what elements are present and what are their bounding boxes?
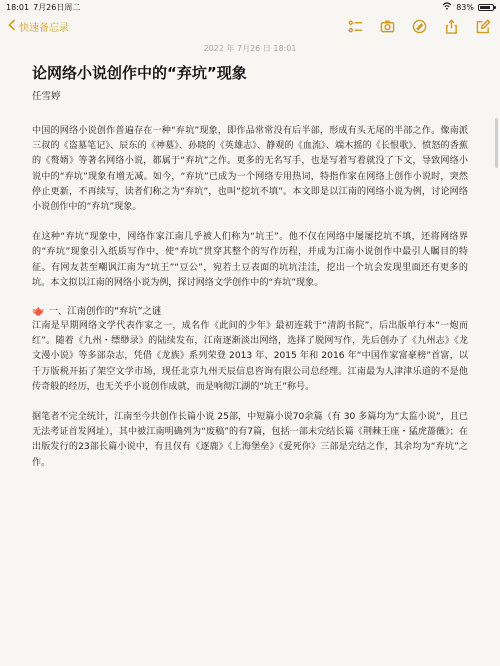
note-author: 任雪婷 bbox=[32, 91, 61, 102]
teapot-icon: 🫖 bbox=[32, 306, 45, 318]
back-button[interactable] bbox=[8, 19, 69, 34]
battery-icon bbox=[478, 4, 494, 11]
toolbar-actions bbox=[346, 18, 492, 34]
camera-icon[interactable] bbox=[378, 18, 396, 34]
note-toolbar bbox=[0, 14, 500, 38]
section-heading-text: 一、江南创作的“弃坑”之谜 bbox=[48, 306, 162, 318]
paragraph-kengwang: 在这种“弃坑”现象中，网络作家江南几乎被人们称为“坑王”。他不仅在网络中屡屡挖坑不填，还将网络界的“弃坑”现象引入纸质写作中，使“弃坑”贯穿其整个的写作历程，并成为江南小说创作中最引人瞩目的特征。有网友甚至嘲讽江南为“坑王”“豆公”，宛若土豆表面的坑坑洼洼，挖出一个坑会发现里面还有更多的坑。本文拟以江南的网络小说为例，探讨网络文学创作中的“弃坑”现象。 bbox=[32, 232, 468, 288]
paragraph-statistics: 据笔者不完全统计，江南至今共创作长篇小说 25部，中短篇小说70余篇（有 30 多篇均为“太监小说”，且已无法考证首发网址），其中被江南明确列为“废稿”的有7篇，包括一部未完结长篇《荆棘王座・猛虎蔷薇》；在出版发行的23部长篇小说中，有且仅有《逐鹿》《上海堡垒》《爱死你》三部是完结之作，其余均为“弃坑”之作。 bbox=[32, 412, 468, 468]
paragraph-jiangnan: 江南是早期网络文学代表作家之一，成名作《此间的少年》最初连载于“清韵书院”，后出版单行本“一炮而红”。随着《九州・缥缈录》的陆续发布，江南逐渐淡出网络，选择了脱网写作，先后创办了《九州志》《龙文漫小说》等多部杂志，凭借《龙族》系列荣登 2013 年、2015 年和 2016 年“中国作家富豪榜”首富，以千万版税开拓了架空文学市场，现任北京九州天辰信息咨询有限公司总经理。江南最为人津津乐道的不是他传奇般的经历，也无关乎小说创作成就，而是响彻江湖的“坑王”称号。 bbox=[32, 321, 468, 392]
note-timestamp: 2022 年 7月26 日 18:01 bbox=[203, 44, 297, 53]
share-icon[interactable] bbox=[442, 18, 460, 34]
status-time: 18:01 bbox=[6, 2, 30, 12]
markup-icon[interactable] bbox=[410, 18, 428, 34]
paragraph-intro: 中国的网络小说创作普遍存在一种“弃坑”现象，即作品常常没有后半部，形成有头无尾的半部之作。像南派三叔的《盗墓笔记》、辰东的《神墓》、孙晓的《英雄志》、静观的《血流》、端木摇的《长恨歌》、愤怒的香蕉的《赘婿》等著名网络小说，都属于“弃坑”之作。更多的无名写手，也是写着写着就没了下文，导致网络小说中的“弃坑”现象有增无减。如今，“弃坑”已成为一个网络专用热词，特指作家在网络上创作小说时，突然停止更新，不再续写，读者们称之为“弃坑”，也叫“挖坑不填”。本文即是以江南的网络小说为例，讨论网络小说创作中的“弃坑”现象。 bbox=[32, 126, 468, 213]
back-button-label: 快速备忘录 bbox=[19, 22, 69, 34]
scrollbar-thumb[interactable] bbox=[495, 118, 498, 168]
status-left bbox=[6, 2, 80, 13]
chevron-left-icon bbox=[8, 19, 16, 34]
status-bar bbox=[0, 0, 500, 14]
wifi-icon bbox=[442, 2, 452, 12]
note-title: 论网络小说创作中的“弃坑”现象 bbox=[32, 64, 247, 82]
battery-percent: 83% bbox=[456, 2, 474, 12]
status-date: 7月26日周二 bbox=[33, 2, 81, 12]
section-heading bbox=[32, 304, 468, 319]
status-right bbox=[442, 2, 494, 12]
checklist-icon[interactable] bbox=[346, 18, 364, 34]
note-body[interactable] bbox=[0, 38, 500, 471]
compose-icon[interactable] bbox=[474, 18, 492, 34]
